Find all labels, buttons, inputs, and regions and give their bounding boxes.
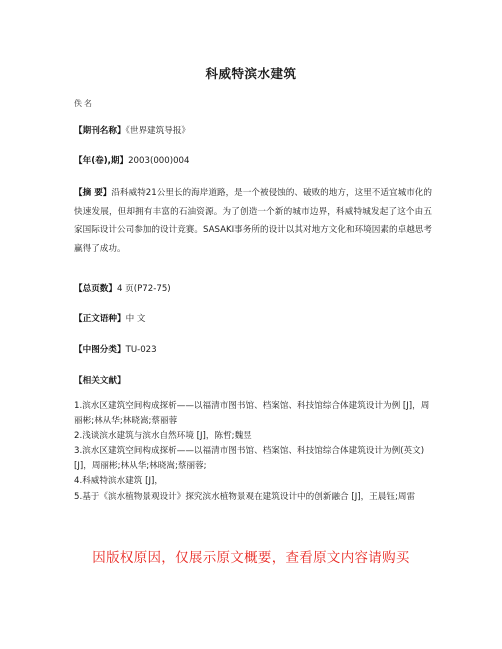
classification-value: TU-023 — [125, 345, 157, 355]
language-label: 【正文语种】 — [74, 314, 126, 324]
classification-field — [74, 343, 434, 357]
reference-item[interactable]: 1.滨水区建筑空间构成探析——以福清市图书馆、档案馆、科技馆综合体建筑设计为例 [J]，周丽彬;林从华;林晓嵩;蔡丽蓉 — [74, 401, 430, 427]
copyright-notice: 因版权原因，仅展示原文概要，查看原文内容请购买 — [92, 550, 410, 566]
page-count-value: 4 页(P72-75) — [116, 284, 171, 294]
reference-item[interactable]: 2.浅谈滨水建筑与滨水自然环境 [J]，陈哲;魏昱 — [74, 431, 252, 442]
document-title: 科威特滨水建筑 — [205, 66, 297, 81]
journal-field — [74, 124, 434, 138]
language-field — [74, 312, 434, 326]
year-issue-value: 2003(000)004 — [128, 156, 190, 166]
year-issue-label: 【年(卷),期】 — [74, 156, 129, 166]
page-count-label: 【总页数】 — [74, 284, 117, 294]
abstract-label: 【摘 要】 — [74, 188, 112, 198]
related-literature-list — [74, 399, 436, 505]
reference-item[interactable]: 5.基于《滨水植物景观设计》探究滨水植物景观在建筑设计中的创新融合 [J]，王晨钰;周雷 — [74, 491, 416, 502]
reference-item[interactable]: 3.滨水区建筑空间构成探析——以福清市图书馆、档案馆、科技馆综合体建筑设计为例(英文) [J]，周丽彬;林从华;林晓嵩;蔡丽蓉; — [74, 446, 425, 472]
abstract-text: 沿科威特21公里长的海岸道路，是一个被侵蚀的、破败的地方，这里不适宜城市化的快速发展，但却拥有丰富的石油资源。为了创造一个新的城市边界，科威特城发起了这个由五家国际设计公司参加的设计竞赛。SASAKI事务所的设计以其对地方文化和环境因素的卓越思考赢得了成功。 — [74, 188, 432, 254]
language-value: 中 文 — [125, 314, 146, 324]
reference-item[interactable]: 4.科威特滨水建筑 [J]， — [74, 476, 163, 487]
related-literature-label: 【相关文献】 — [74, 376, 126, 386]
author-name: 佚名 — [74, 99, 94, 108]
abstract-field — [74, 184, 432, 258]
year-issue-field — [74, 154, 434, 168]
page-count-field — [74, 282, 434, 296]
classification-label: 【中图分类】 — [74, 345, 126, 355]
journal-label: 【期刊名称】 — [74, 126, 126, 136]
journal-value: 《世界建筑导报》 — [125, 126, 191, 136]
